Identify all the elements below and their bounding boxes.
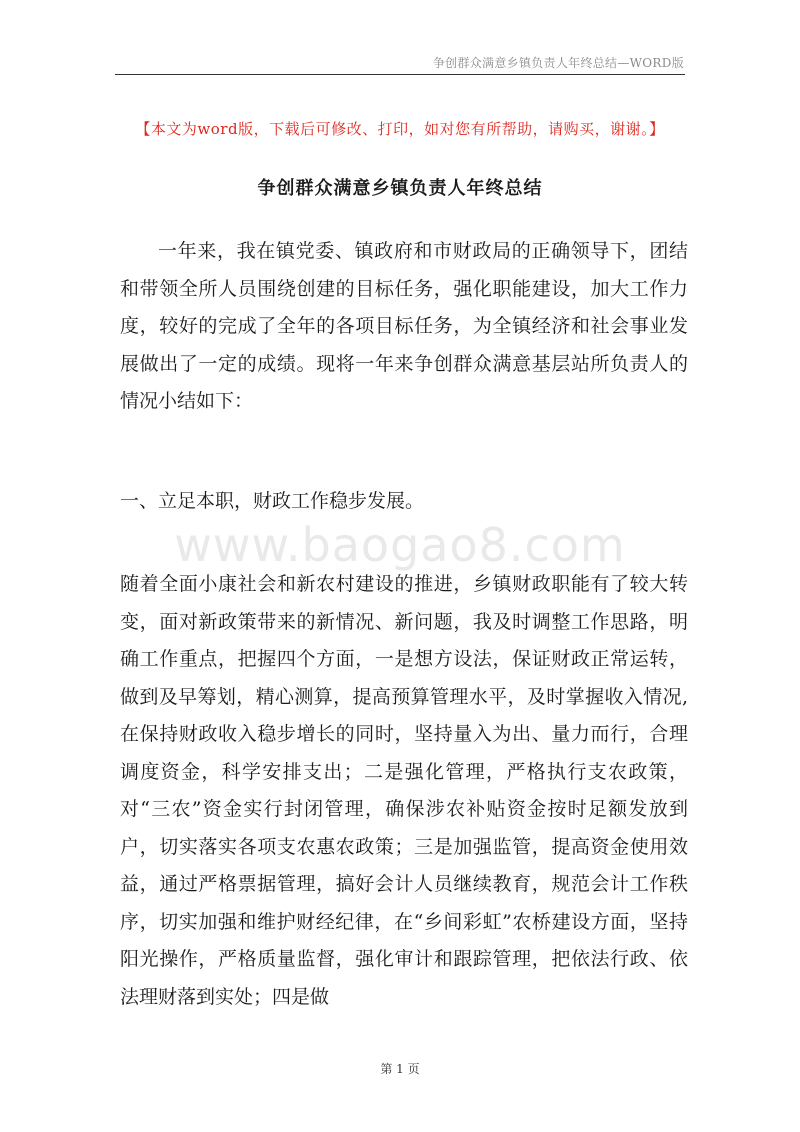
section-heading-1: 一、立足本职，财政工作稳步发展。 <box>120 490 425 512</box>
section-1-paragraph: 随着全面小康社会和新农村建设的推进，乡镇财政职能有了较大转变，面对新政策带来的新情况、新问题，我及时调整工作思路，明确工作重点，把握四个方面，一是想方设法，保证财政正常运转，做到及早筹划，精心测算，提高预算管理水平，及时掌握收入情况,在保持财政收入稳步增长的同时，坚持量入为出、量力而行，合理调度资金，科学安排支出；二是强化管理，严格执行支农政策，对“三农”资金实行封闭管理，确保涉农补贴资金按时足额发放到户，切实落实各项支农惠农政策；三是加强监管，提高资金使用效益，通过严格票据管理，搞好会计人员继续教育，规范会计工作秩序，切实加强和维护财经纪律，在“乡间彩虹”农桥建设方面，坚持阳光操作，严格质量监督，强化审计和跟踪管理，把依法行政、依法理财落到实处；四是做 <box>120 573 688 1008</box>
running-header: 争创群众满意乡镇负责人年终总结—WORD版 <box>432 56 684 70</box>
watermark: www.baogao8.com <box>174 518 626 572</box>
document-title: 争创群众满意乡镇负责人年终总结 <box>257 178 543 199</box>
page-number: 第 1 页 <box>380 1062 420 1076</box>
header-divider <box>115 74 685 75</box>
intro-paragraph: 一年来，我在镇党委、镇政府和市财政局的正确领导下，团结和带领全所人员围绕创建的目标任务，强化职能建设，加大工作力度，较好的完成了全年的各项目标任务，为全镇经济和社会事业发展做出了一定的成绩。现将一年来争创群众满意基层站所负责人的情况小结如下： <box>120 240 688 412</box>
purchase-notice: 【本文为word版，下载后可修改、打印，如对您有所帮助，请购买，谢谢。】 <box>135 120 665 138</box>
